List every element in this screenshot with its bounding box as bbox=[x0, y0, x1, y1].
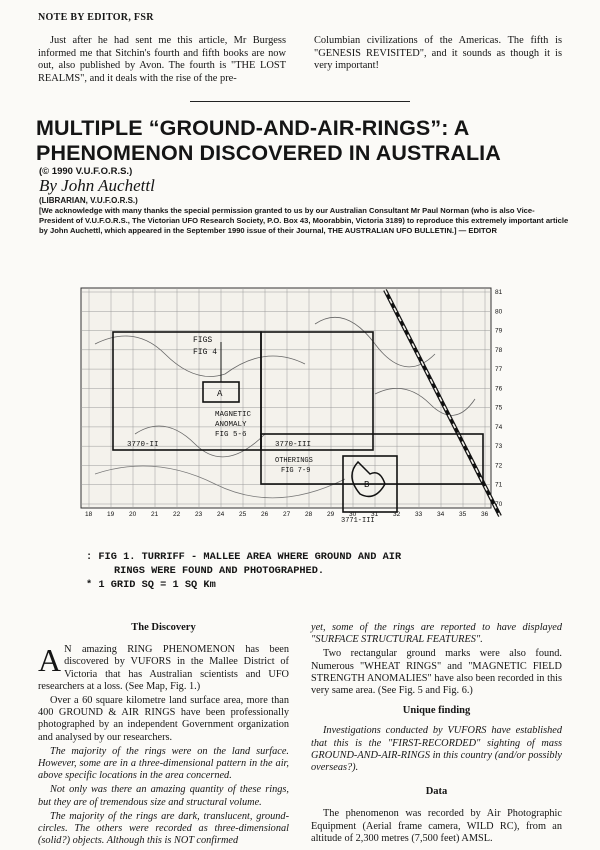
map-tick-label: 72 bbox=[495, 462, 503, 470]
map-tick-label: 81 bbox=[495, 289, 503, 296]
body-column-left bbox=[38, 618, 289, 849]
author-affiliation: (LIBRARIAN, V.U.F.O.R.S.) bbox=[39, 196, 138, 205]
paragraph-text: N amazing RING PHENOMENON has been discovered by VUFORS in the Mallee District of Victoria that has Australian scientists and UFO researchers at a loss. (See Map, Fig. 1.) bbox=[38, 644, 289, 692]
map-tick-label: 31 bbox=[371, 511, 379, 518]
map-label-figs: FIGS bbox=[193, 336, 213, 345]
map-tick-label: 25 bbox=[239, 511, 247, 518]
paragraph: yet, some of the rings are reported to have displayed "SURFACE STRUCTURAL FEATURES". bbox=[311, 622, 562, 646]
map-label-anomaly: ANOMALY bbox=[215, 421, 247, 429]
map-tick-label: 21 bbox=[151, 511, 159, 518]
copyright-line: (© 1990 V.U.F.O.R.S.) bbox=[39, 166, 133, 177]
map-tick-label: 33 bbox=[415, 511, 423, 518]
map-tick-label: 23 bbox=[195, 511, 203, 518]
map-label-sheet-c: 3771-III bbox=[341, 517, 375, 524]
map-tick-label: 19 bbox=[107, 511, 115, 518]
map-tick-label: 77 bbox=[495, 366, 503, 374]
map-figure bbox=[75, 284, 515, 524]
map-tick-label: 74 bbox=[495, 423, 503, 431]
map-label-fig4: FIG 4 bbox=[193, 348, 218, 357]
map-tick-label: 28 bbox=[305, 511, 313, 518]
map-tick-label: 24 bbox=[217, 511, 225, 518]
map-tick-label: 73 bbox=[495, 443, 503, 451]
map-tick-label: 78 bbox=[495, 346, 503, 354]
map-tick-label: 79 bbox=[495, 327, 503, 335]
map-label-sheet-b: 3770-III bbox=[275, 441, 312, 449]
editor-note bbox=[38, 35, 562, 85]
map-tick-label: 30 bbox=[349, 511, 357, 518]
map-label-fig56: FIG 5-6 bbox=[215, 431, 247, 439]
caption-line-1: : FIG 1. TURRIFF - MALLEE AREA WHERE GROUND AND AIR bbox=[86, 551, 402, 563]
map-tick-label: 76 bbox=[495, 385, 503, 393]
heading-data: Data bbox=[425, 786, 448, 798]
paragraph: Over a 60 square kilometre land surface area, more than 400 GROUND & AIR RINGS have been professionally photographed by an independent Government organization and analysed by our researchers. bbox=[38, 695, 289, 743]
map-tick-label: 71 bbox=[495, 481, 503, 489]
body-column-right bbox=[311, 618, 562, 847]
map-tick-label: 27 bbox=[283, 511, 291, 518]
map-tick-label: 70 bbox=[495, 501, 503, 508]
map-tick-label: 29 bbox=[327, 511, 335, 518]
drop-cap: A bbox=[38, 642, 62, 679]
map-frame bbox=[81, 288, 491, 508]
map-tick-label: 32 bbox=[393, 511, 401, 518]
paragraph: The phenomenon was recorded by Air Photographic Equipment (Aerial frame camera, WILD RC), from an altitude of 2,300 metres (7,500 feet) AMSL. bbox=[311, 808, 562, 844]
paragraph: The majority of the rings are dark, translucent, ground-circles. The others were recorded as three-dimensional (solid?) objects. Although this is NOT confirmed bbox=[38, 810, 289, 847]
map-label-fig79: FIG 7-9 bbox=[281, 467, 311, 475]
paragraph: Investigations conducted by VUFORS have established that this is the "FIRST-RECORDED" sighting of mass GROUND-AND-AIR-RINGS in this country (and/or possibly overseas?). bbox=[311, 725, 562, 774]
paragraph: The majority of the rings were on the land surface. However, some are in a three-dimensional pattern in the air, above specific locations in the area concerned. bbox=[38, 745, 289, 782]
map-tick-label: 20 bbox=[129, 511, 137, 518]
caption-line-3: * 1 GRID SQ = 1 SQ Km bbox=[86, 579, 216, 591]
editor-note-heading: NOTE BY EDITOR, FSR bbox=[38, 12, 154, 23]
map-label-sheet-a: 3770-II bbox=[127, 441, 159, 449]
map-tick-label: 22 bbox=[173, 511, 181, 518]
section-divider bbox=[190, 101, 410, 102]
map-label-b: B bbox=[364, 480, 370, 490]
map-label-a: A bbox=[217, 389, 223, 399]
byline: By John Auchettl bbox=[39, 176, 155, 195]
heading-unique-finding: Unique finding bbox=[402, 705, 471, 717]
editor-intro: [We acknowledge with many thanks the special permission granted to us by our Australian Consultant Mr Paul Norman (who is also Vice-President of V.U.F.O.R.S., The Victorian UFO Research Society, P.O. Box 43, Moorabbin, Victoria 3189) to reproduce this extremely important article by John Auchettl, which appeared in the September 1990 issue of their Journal, THE AUSTRALIAN UFO BULLETIN.] — EDITOR bbox=[39, 206, 569, 235]
figure-caption bbox=[86, 550, 546, 592]
map-tick-label: 80 bbox=[495, 308, 503, 316]
heading-discovery: The Discovery bbox=[131, 622, 196, 633]
map-tick-label: 36 bbox=[481, 511, 489, 518]
map-tick-label: 26 bbox=[261, 511, 269, 518]
map-label-magnetic: MAGNETIC bbox=[215, 411, 252, 419]
map-tick-label: 35 bbox=[459, 511, 467, 518]
paragraph: Two rectangular ground marks were also found. Numerous "WHEAT RINGS" and "MAGNETIC FIELD STRENGTH ANOMALIES" have also been recorded in this very same area. (See Fig. 5 and Fig. 6.) bbox=[311, 648, 562, 697]
article-title: MULTIPLE “GROUND-AND-AIR-RINGS”: A PHENOMENON DISCOVERED IN AUSTRALIA bbox=[36, 116, 501, 165]
map-tick-label: 75 bbox=[495, 404, 503, 412]
paragraph: Not only was there an amazing quantity of these rings, but they are of tremendous size and structural volume. bbox=[38, 784, 289, 808]
editor-note-col1: Just after he had sent me this article, Mr Burgess informed me that Sitchin's fourth and fifth books are now out, also published by Avon. The fourth is "THE LOST REALMS", and it deals with the rise of the pre- bbox=[38, 35, 286, 84]
paragraph bbox=[38, 644, 289, 693]
map-tick-label: 18 bbox=[85, 511, 93, 518]
map-svg bbox=[75, 284, 515, 524]
map-label-otherings: OTHERINGS bbox=[275, 457, 313, 465]
caption-line-2: RINGS WERE FOUND AND PHOTOGRAPHED. bbox=[114, 565, 325, 577]
map-tick-label: 34 bbox=[437, 511, 445, 518]
editor-note-col2: Columbian civilizations of the Americas. The fifth is "GENESIS REVISITED", and it sounds as though it is very important! bbox=[314, 35, 562, 72]
